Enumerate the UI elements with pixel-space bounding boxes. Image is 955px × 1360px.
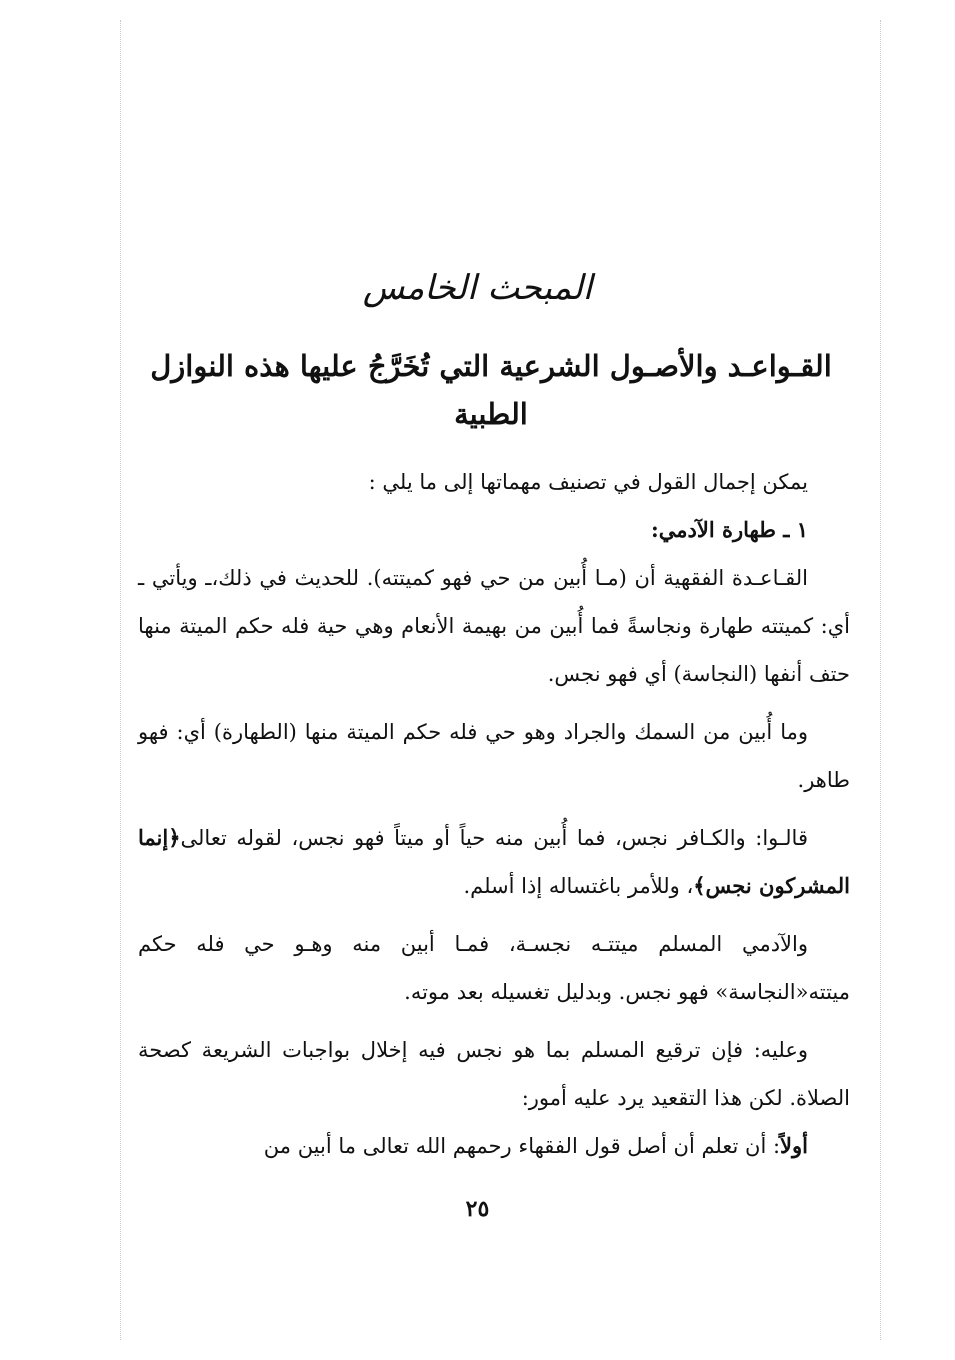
right-margin-guide (880, 20, 881, 1340)
paragraph-3-suffix: ، وللأمر باغتساله إذا أسلم. (463, 874, 694, 898)
paragraph-3-prefix: قالـوا: والكـافر نجس، فما أُبين منه حياً أو ميتاً فهو نجس، لقوله تعالى (180, 826, 808, 850)
first-point-text: : أن تعلم أن أصل قول الفقهاء رحمهم الله تعالى ما أبين من (263, 1134, 781, 1158)
chapter-title: القـواعـد والأصـول الشرعية التي تُخَرَّجُ عليها هذه النوازل الطبية (150, 349, 832, 431)
paragraph-1: القـاعـدة الفقهية أن (مـا أُبين من حي فهو كميتته). للحديث في ذلك،ـ ويأتي ـ أي: كميتته طهارة ونجاسةً فما أُبين من بهيمة الأنعام وهي حية فله حكم الميتة منها حتف أنفها (النجاسة) أي فهو نجس. (138, 566, 850, 686)
first-point-label: أولاً (780, 1133, 808, 1158)
heading-purity-of-human: ١ ـ طهارة الآدمي: (651, 517, 808, 542)
page-number: ٢٥ (465, 1196, 490, 1222)
paragraph-5: وعليه: فإن ترقيع المسلم بما هو نجس فيه إخلال بواجبات الشريعة كصحة الصلاة. لكن هذا التقعيد يرد عليه أمور: (138, 1038, 850, 1110)
paragraph-4: والآدمي المسلم ميتتـه نجسـة، فمـا أبين منه وهـو حي فله حكم ميتته«النجاسة» فهو نجس. وبدليل تغسيله بعد موته. (138, 932, 850, 1004)
paragraph-6 (138, 1122, 850, 1170)
body-text (138, 458, 850, 1180)
quran-quote: ﴿إنما المشركون نجس﴾ (138, 825, 850, 898)
intro-paragraph: يمكن إجمال القول في تصنيف مهماتها إلى ما يلي : (368, 470, 808, 494)
paragraph-3 (138, 814, 850, 910)
left-margin-guide (120, 20, 121, 1340)
paragraph-2: وما أُبين من السمك والجراد وهو حي فله حكم الميتة منها (الطهارة) أي: فهو طاهر. (138, 720, 850, 792)
section-ornament-title: المبحث الخامس (362, 268, 593, 308)
